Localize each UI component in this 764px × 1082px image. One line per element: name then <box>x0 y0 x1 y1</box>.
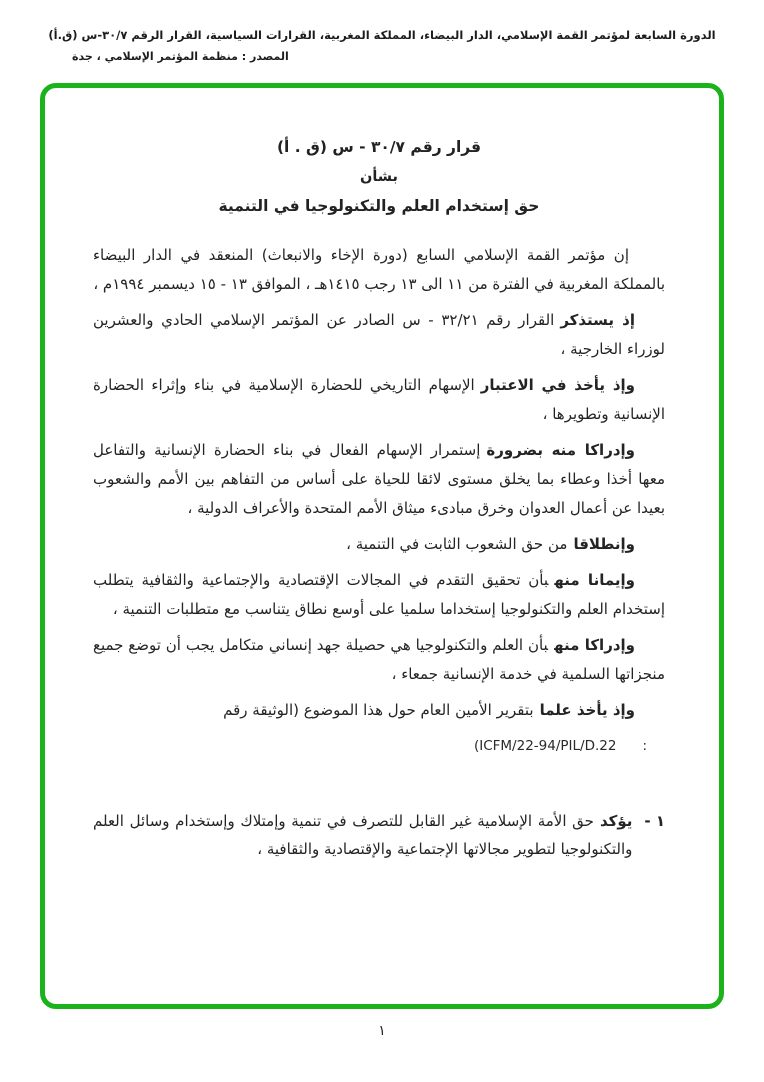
operative-items <box>93 807 665 863</box>
document-reference-code: (ICFM/22-94/PIL/D.22 <box>473 738 617 754</box>
source-line: المصدر : منظمة المؤتمر الإسلامي ، جدة <box>72 50 289 63</box>
resolution-subject: حق إستخدام العلم والتكنولوجيا في التنمية <box>218 197 540 215</box>
item-text <box>93 807 632 863</box>
paragraph-text: إستمرار الإسهام الفعال في بناء الحضارة الإنسانية والتفاعل معها أخذا وعطاء بما يخلق مستوى لائقا للحياة على أساس من التفاهم بين الأمم والشعوب بعيدا عن أعمال العدوان وخرق مبادىء ميثاق الأمم المتحدة والأعراف الدولية ، <box>93 441 665 517</box>
paragraph-text: بأن تحقيق التقدم في المجالات الإقتصادية والإجتماعية والثقافية يتطلب إستخدام العلم والتكنولوجيا إستخداما سلميا على أوسع نطاق يتناسب مع متطلبات التنمية ، <box>93 571 665 618</box>
resolution-title-block <box>93 138 665 215</box>
preamble-paragraph <box>93 371 665 429</box>
item-body: حق الأمة الإسلامية غير القابل للتصرف في تنمية وإمتلاك وإستخدام وسائل العلم والتكنولوجيا لتطوير مجالاتها الإجتماعية والإقتصادية والثقافية ، <box>93 812 633 858</box>
citation-line: الدورة السابعة لمؤتمر القمة الإسلامي، الدار البيضاء، المملكة المغربية، القرارات السياسية، القرار الرقم ٣٠/٧-س (ق.أ) <box>48 28 716 42</box>
reference-line <box>93 732 647 761</box>
paragraph-lead: وإيمانا منه <box>554 571 635 589</box>
preamble-paragraph <box>93 306 665 364</box>
preamble-paragraph <box>93 696 665 725</box>
citation-header <box>0 0 764 63</box>
paragraph-lead: وإذ يأخذ في الاعتبار <box>480 376 635 394</box>
preamble-paragraph <box>93 631 665 689</box>
paragraph-text: من حق الشعوب الثابت في التنمية ، <box>346 535 568 553</box>
preamble-paragraph <box>93 530 665 559</box>
paragraph-lead: وإدراكا منه <box>554 636 635 654</box>
scan-highlight-border <box>40 83 724 1009</box>
reference-colon: : <box>642 738 647 754</box>
resolution-regarding: بشأن <box>359 169 399 185</box>
paragraph-lead: وإنطلاقا <box>573 535 635 553</box>
preamble-paragraph <box>93 241 665 299</box>
paragraph-lead: إذ يستذكر <box>560 311 635 329</box>
paragraph-text: الإسهام التاريخي للحضارة الإسلامية في بناء وإثراء الحضارة الإنسانية وتطويرها ، <box>93 376 665 423</box>
page-number: ١ <box>378 1023 386 1039</box>
resolution-number: قرار رقم ٣٠/٧ - س (ق . أ) <box>276 138 482 156</box>
paragraph-text: بأن العلم والتكنولوجيا هي حصيلة جهد إنساني متكامل يجب أن توضع جميع منجزاتها السلمية في خدمة الإنسانية جمعاء ، <box>93 636 665 683</box>
item-number: ١ - <box>644 812 665 830</box>
paragraph-lead: وإذ يأخذ علما <box>539 701 635 719</box>
preamble-paragraph <box>93 566 665 624</box>
paragraph-text: بتقرير الأمين العام حول هذا الموضوع (الوثيقة رقم <box>223 701 534 719</box>
paragraph-text: القرار رقم ٣٢/٢١ - س الصادر عن المؤتمر الإسلامي الحادي والعشرين لوزراء الخارجية ، <box>93 311 665 358</box>
resolution-body <box>93 241 665 863</box>
operative-item-1 <box>93 807 665 863</box>
paragraph-lead: وإدراكا منه بضرورة <box>486 441 635 459</box>
paragraph-text: إن مؤتمر القمة الإسلامي السابع (دورة الإخاء والانبعاث) المنعقد في الدار البيضاء بالمملكة المغربية في الفترة من ١١ الى ١٣ رجب ١٤١٥هـ ، الموافق ١٣ - ١٥ ديسمبر ١٩٩٤م ، <box>93 246 665 293</box>
item-lead: يؤكد <box>599 812 633 830</box>
preamble-paragraph <box>93 436 665 523</box>
